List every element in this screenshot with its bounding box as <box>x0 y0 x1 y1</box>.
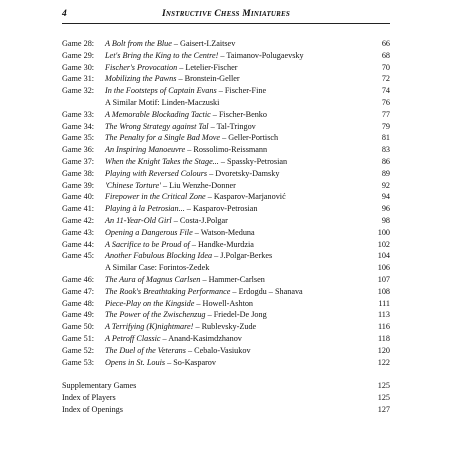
entry-text <box>105 38 235 50</box>
toc-entry <box>62 62 390 74</box>
entry-text <box>105 286 303 298</box>
entry-players: – Anand-Kasimdzhanov <box>160 333 242 343</box>
game-number: Game 29: <box>62 50 95 60</box>
toc-entry <box>62 274 390 286</box>
entry-page-number: 125 <box>377 393 390 403</box>
entry-title: A Memorable Blockading Tactic <box>105 109 211 119</box>
entry-page-number: 98 <box>381 215 390 225</box>
entry-page-number: 113 <box>378 310 390 320</box>
entry-text <box>105 180 236 192</box>
entry-text <box>105 215 228 227</box>
game-number: Game 43: <box>62 227 95 237</box>
entry-title: The Aura of Magnus Carlsen <box>105 274 201 284</box>
back-matter-title: Index of Openings <box>62 404 123 414</box>
entry-page-number: 96 <box>381 204 390 214</box>
entry-players: – Friedel-De Jong <box>205 310 267 320</box>
entry-title: A Petroff Classic <box>105 333 161 343</box>
entry-text <box>105 309 267 321</box>
entry-page-number: 104 <box>377 251 390 261</box>
entry-title: Another Fabulous Blocking Idea <box>105 251 213 261</box>
entry-text <box>105 156 287 168</box>
entry-text <box>105 50 304 62</box>
entry-page-number: 106 <box>377 263 390 273</box>
entry-players: – Howell-Ashton <box>194 298 254 308</box>
toc-entry <box>62 227 390 239</box>
entry-players: – Gaisert-I.Zaitsev <box>171 39 236 48</box>
entry-players: – Bronstein-Geller <box>176 74 240 84</box>
entry-page-number: 79 <box>381 121 390 131</box>
game-number: Game 36: <box>62 145 95 155</box>
entry-page-number: 70 <box>381 62 390 72</box>
entry-text <box>105 250 272 262</box>
game-number: Game 33: <box>62 109 95 119</box>
entry-players: – Dvoretsky-Damsky <box>207 168 280 178</box>
game-number: Game 39: <box>62 180 95 190</box>
entry-players: – Rublevsky-Zude <box>193 322 257 332</box>
toc-entry <box>62 168 390 180</box>
game-number: Game 32: <box>62 86 95 96</box>
toc-entry <box>62 286 390 298</box>
entry-page-number: 68 <box>381 50 390 60</box>
table-of-contents <box>62 38 390 416</box>
back-matter-title: Supplementary Games <box>62 381 137 391</box>
toc-entry <box>62 132 390 144</box>
entry-players: – So-Kasparov <box>165 357 216 367</box>
toc-entry <box>62 109 390 121</box>
entry-players: – Spassky-Petrosian <box>218 156 288 166</box>
entry-players: – Fischer-Benko <box>210 109 267 119</box>
entry-players: – Letelier-Fischer <box>177 62 238 72</box>
entry-title: 'Chinese Torture' <box>105 180 161 190</box>
entry-title: The Power of the Zwischenzug <box>105 310 206 320</box>
entry-page-number: 116 <box>378 322 390 332</box>
entry-text <box>105 109 267 121</box>
toc-entry <box>62 345 390 357</box>
entry-text <box>105 62 237 74</box>
entry-text <box>105 262 209 274</box>
entry-players: – Tal-Tringov <box>208 121 256 131</box>
entry-page-number: 86 <box>381 156 390 166</box>
entry-players: – J.Polgar-Berkes <box>212 251 273 261</box>
entry-text <box>105 73 240 85</box>
entry-page-number: 66 <box>381 39 390 48</box>
game-number: Game 52: <box>62 345 95 355</box>
entry-title: Piece-Play on the Kingside <box>105 298 195 308</box>
game-number: Game 28: <box>62 39 95 48</box>
toc-entry <box>62 180 390 192</box>
entry-title: Firepower in the Critical Zone <box>105 192 206 202</box>
entry-text <box>105 239 254 251</box>
toc-subentry <box>62 97 390 109</box>
toc-entry <box>62 250 390 262</box>
entry-players: – Geller-Portisch <box>220 133 279 143</box>
page-number: 4 <box>62 9 67 19</box>
game-number: Game 41: <box>62 204 95 214</box>
entry-title: An Inspiring Manoeuvre <box>105 145 186 155</box>
game-number: Game 35: <box>62 133 95 143</box>
entry-text <box>105 97 219 109</box>
toc-back-matter <box>62 392 390 404</box>
toc-entry <box>62 156 390 168</box>
toc-entry <box>62 298 390 310</box>
toc-entry <box>62 144 390 156</box>
toc-entry <box>62 357 390 369</box>
entry-page-number: 118 <box>378 333 390 343</box>
entry-players: – Watson-Meduna <box>192 227 255 237</box>
game-number: Game 38: <box>62 168 95 178</box>
entry-page-number: 74 <box>381 86 390 96</box>
game-number: Game 30: <box>62 62 95 72</box>
entry-players: – Hammer-Carlsen <box>200 274 265 284</box>
entry-players: A Similar Motif: Linden-Maczuski <box>105 97 220 107</box>
game-number: Game 46: <box>62 274 95 284</box>
entry-players: – Liu Wenzhe-Donner <box>160 180 236 190</box>
entry-title: A Bolt from the Blue <box>105 39 172 48</box>
entry-title: When the Knight Takes the Stage... <box>105 156 219 166</box>
entry-text <box>105 191 286 203</box>
entry-page-number: 120 <box>377 345 390 355</box>
toc-entry <box>62 321 390 333</box>
toc-entry <box>62 50 390 62</box>
toc-entry <box>62 191 390 203</box>
entry-page-number: 122 <box>377 357 390 367</box>
back-matter-title: Index of Players <box>62 393 116 403</box>
toc-entry <box>62 203 390 215</box>
entry-title: Mobilizing the Pawns <box>105 74 177 84</box>
entry-text <box>105 203 258 215</box>
entry-title: A Sacrifice to be Proud of <box>105 239 190 249</box>
game-number: Game 49: <box>62 310 95 320</box>
entry-title: Opening a Dangerous File <box>105 227 193 237</box>
game-number: Game 42: <box>62 215 95 225</box>
toc-entry <box>62 215 390 227</box>
toc-entry <box>62 239 390 251</box>
game-number: Game 37: <box>62 156 95 166</box>
entry-title: Let's Bring the King to the Centre! <box>105 50 219 60</box>
toc-entry <box>62 38 390 50</box>
entry-title: A Terrifying (K)nightmare! <box>105 322 194 332</box>
game-number: Game 50: <box>62 322 95 332</box>
entry-text <box>105 333 242 345</box>
game-number: Game 31: <box>62 74 95 84</box>
toc-entry <box>62 85 390 97</box>
entry-players: – Kasparov-Petrosian <box>184 204 258 214</box>
entry-text <box>105 321 256 333</box>
section-gap <box>62 368 390 380</box>
toc-subentry <box>62 262 390 274</box>
entry-players: – Handke-Murdzia <box>189 239 254 249</box>
entry-text <box>105 298 253 310</box>
toc-entry <box>62 309 390 321</box>
entry-players: – Erdogdu – Shanava <box>230 286 303 296</box>
game-number: Game 40: <box>62 192 95 202</box>
game-number: Game 48: <box>62 298 95 308</box>
game-number: Game 44: <box>62 239 95 249</box>
entry-text <box>105 144 267 156</box>
entry-page-number: 102 <box>377 239 390 249</box>
toc-back-matter <box>62 380 390 392</box>
entry-text <box>105 121 256 133</box>
game-number: Game 34: <box>62 121 95 131</box>
entry-page-number: 77 <box>381 109 390 119</box>
entry-players: – Rossolimo-Reissmann <box>185 145 268 155</box>
entry-page-number: 81 <box>381 133 390 143</box>
entry-page-number: 83 <box>381 145 390 155</box>
header-rule <box>62 23 390 24</box>
toc-back-matter <box>62 404 390 416</box>
entry-page-number: 107 <box>377 274 390 284</box>
game-number: Game 47: <box>62 286 95 296</box>
entry-page-number: 92 <box>381 180 390 190</box>
game-number: Game 53: <box>62 357 95 367</box>
entry-text <box>105 357 216 369</box>
entry-title: An 11-Year-Old Girl <box>105 215 172 225</box>
entry-players: – Costa-J.Polgar <box>171 215 228 225</box>
entry-page-number: 108 <box>377 286 390 296</box>
entry-players: – Taimanov-Polugaevsky <box>218 50 304 60</box>
entry-title: Opens in St. Louis <box>105 357 166 367</box>
entry-page-number: 89 <box>381 168 390 178</box>
entry-text <box>105 132 278 144</box>
entry-page-number: 127 <box>377 404 390 414</box>
entry-page-number: 72 <box>381 74 390 84</box>
toc-entry <box>62 333 390 345</box>
entry-page-number: 125 <box>377 381 390 391</box>
entry-title: In the Footsteps of Captain Evans <box>105 86 217 96</box>
game-number: Game 45: <box>62 251 95 261</box>
entry-players: A Similar Case: Forintos-Zedek <box>105 263 210 273</box>
entry-title: The Penalty for a Single Bad Move <box>105 133 221 143</box>
running-title: Instructive Chess Miniatures <box>161 9 291 19</box>
entry-text <box>105 85 266 97</box>
running-header <box>62 9 390 23</box>
entry-page-number: 76 <box>381 97 390 107</box>
entry-title: The Duel of the Veterans <box>105 345 186 355</box>
entry-text <box>105 345 251 357</box>
entry-title: Fischer's Provocation <box>105 62 178 72</box>
entry-title: The Rook's Breathtaking Performance <box>105 286 231 296</box>
entry-page-number: 111 <box>378 298 390 308</box>
entry-page-number: 100 <box>377 227 390 237</box>
entry-players: – Fischer-Fine <box>216 86 267 96</box>
entry-title: Playing à la Petrosian... <box>105 204 185 214</box>
entry-text <box>105 274 265 286</box>
toc-entry <box>62 121 390 133</box>
entry-page-number: 94 <box>381 192 390 202</box>
entry-text <box>105 227 255 239</box>
entry-players: – Kasparov-Marjanović <box>205 192 286 202</box>
game-number: Game 51: <box>62 333 95 343</box>
entry-title: The Wrong Strategy against Tal <box>105 121 209 131</box>
entry-players: – Cebalo-Vasiukov <box>185 345 251 355</box>
toc-entry <box>62 73 390 85</box>
entry-text <box>105 168 279 180</box>
entry-title: Playing with Reversed Colours <box>105 168 208 178</box>
